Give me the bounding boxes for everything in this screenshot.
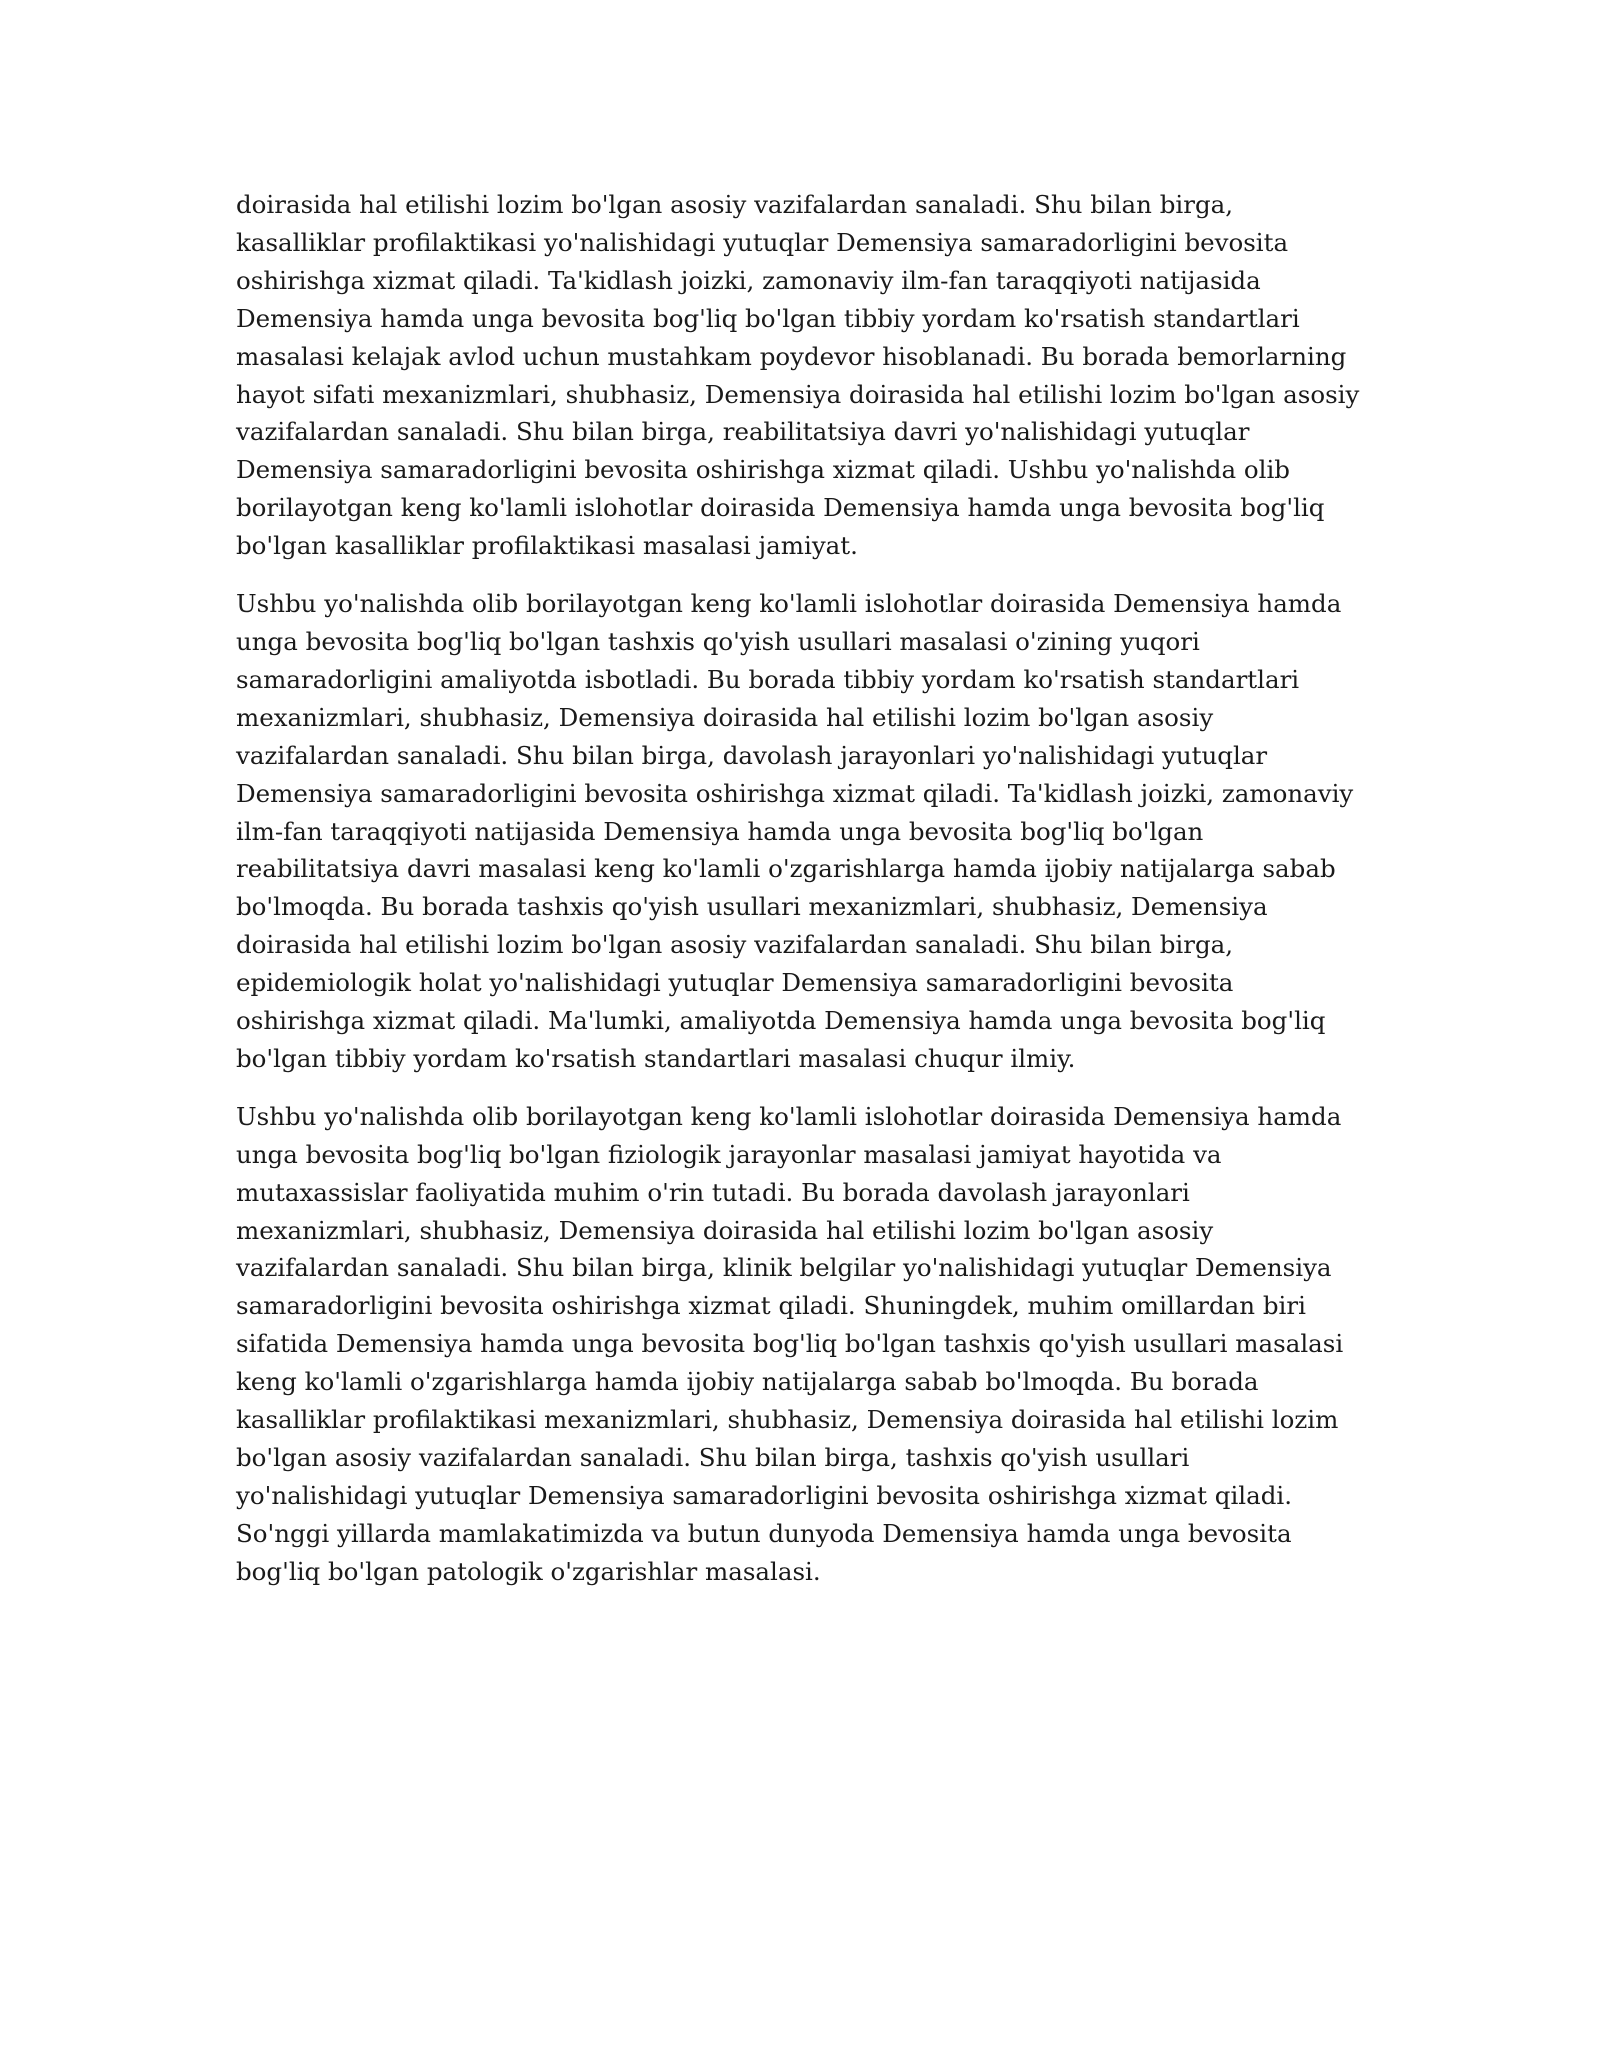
document-body <box>236 186 1364 1611</box>
paragraph-2: Ushbu yo'nalishda olib borilayotgan keng ko'lamli islohotlar doirasida Demensiya hamda unga bevosita bog'liq bo'lgan tashxis qo'yish usullari masalasi o'zining yuqori samaradorligini amaliyotda isbotladi. Bu borada tibbiy yordam ko'rsatish standartlari mexanizmlari, shubhasiz, Demensiya doirasida hal etilishi lozim bo'lgan asosiy vazifalardan sanaladi. Shu bilan birga, davolash jarayonlari yo'nalishidagi yutuqlar Demensiya samaradorligini bevosita oshirishga xizmat qiladi. Ta'kidlash joizki, zamonaviy ilm-fan taraqqiyoti natijasida Demensiya hamda unga bevosita bog'liq bo'lgan reabilitatsiya davri masalasi keng ko'lamli o'zgarishlarga hamda ijobiy natijalarga sabab bo'lmoqda. Bu borada tashxis qo'yish usullari mexanizmlari, shubhasiz, Demensiya doirasida hal etilishi lozim bo'lgan asosiy vazifalardan sanaladi. Shu bilan birga, epidemiologik holat yo'nalishidagi yutuqlar Demensiya samaradorligini bevosita oshirishga xizmat qiladi. Ma'lumki, amaliyotda Demensiya hamda unga bevosita bog'liq bo'lgan tibbiy yordam ko'rsatish standartlari masalasi chuqur ilmiy. <box>236 589 1354 1073</box>
paragraph-1: doirasida hal etilishi lozim bo'lgan asosiy vazifalardan sanaladi. Shu bilan birga, kasalliklar profilaktikasi yo'nalishidagi yutuqlar Demensiya samaradorligini bevosita oshirishga xizmat qiladi. Ta'kidlash joizki, zamonaviy ilm-fan taraqqiyoti natijasida Demensiya hamda unga bevosita bog'liq bo'lgan tibbiy yordam ko'rsatish standartlari masalasi kelajak avlod uchun mustahkam poydevor hisoblanadi. Bu borada bemorlarning hayot sifati mexanizmlari, shubhasiz, Demensiya doirasida hal etilishi lozim bo'lgan asosiy vazifalardan sanaladi. Shu bilan birga, reabilitatsiya davri yo'nalishidagi yutuqlar Demensiya samaradorligini bevosita oshirishga xizmat qiladi. Ushbu yo'nalishda olib borilayotgan keng ko'lamli islohotlar doirasida Demensiya hamda unga bevosita bog'liq bo'lgan kasalliklar profilaktikasi masalasi jamiyat. <box>236 190 1360 561</box>
paragraph-3: Ushbu yo'nalishda olib borilayotgan keng ko'lamli islohotlar doirasida Demensiya hamda unga bevosita bog'liq bo'lgan fiziologik jarayonlar masalasi jamiyat hayotida va mutaxassislar faoliyatida muhim o'rin tutadi. Bu borada davolash jarayonlari mexanizmlari, shubhasiz, Demensiya doirasida hal etilishi lozim bo'lgan asosiy vazifalardan sanaladi. Shu bilan birga, klinik belgilar yo'nalishidagi yutuqlar Demensiya samaradorligini bevosita oshirishga xizmat qiladi. Shuningdek, muhim omillardan biri sifatida Demensiya hamda unga bevosita bog'liq bo'lgan tashxis qo'yish usullari masalasi keng ko'lamli o'zgarishlarga hamda ijobiy natijalarga sabab bo'lmoqda. Bu borada kasalliklar profilaktikasi mexanizmlari, shubhasiz, Demensiya doirasida hal etilishi lozim bo'lgan asosiy vazifalardan sanaladi. Shu bilan birga, tashxis qo'yish usullari yo'nalishidagi yutuqlar Demensiya samaradorligini bevosita oshirishga xizmat qiladi. So'nggi yillarda mamlakatimizda va butun dunyoda Demensiya hamda unga bevosita bog'liq bo'lgan patologik o'zgarishlar masalasi. <box>236 1101 1344 1586</box>
